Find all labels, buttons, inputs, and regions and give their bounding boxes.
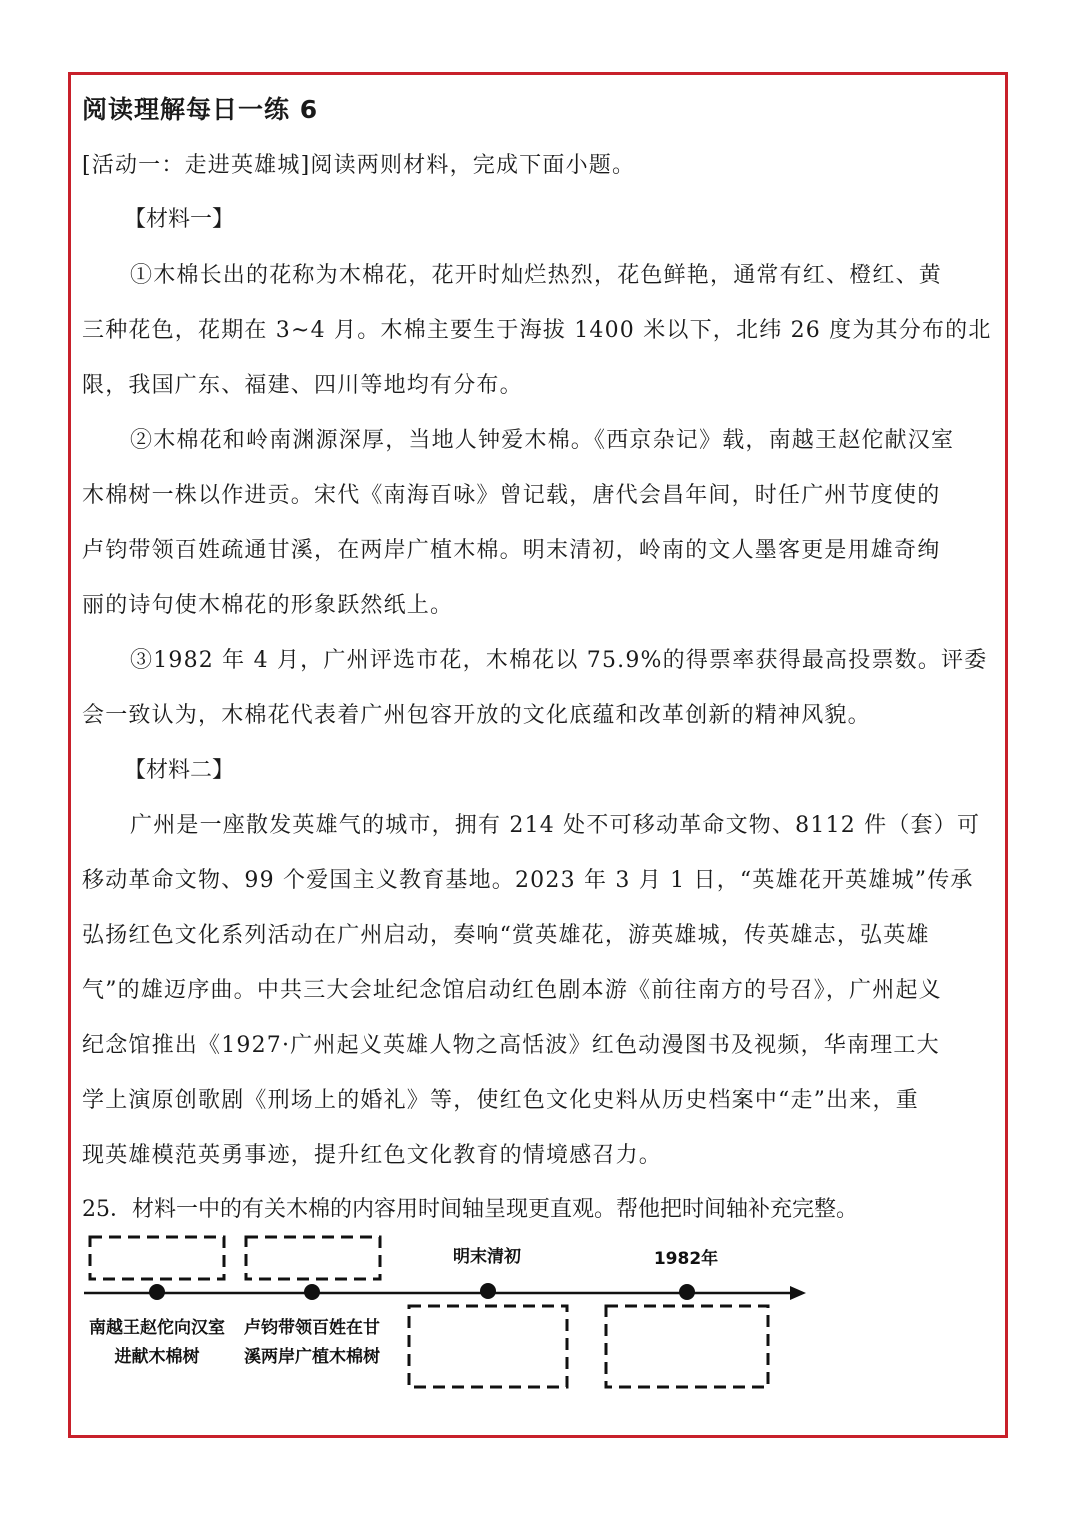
timeline-label-1982: 1982年 — [653, 1249, 719, 1269]
material1-line: 木棉树一株以作进贡。宋代《南海百咏》曾记载，唐代会昌年间，时任广州节度使的 — [82, 483, 941, 508]
material1-line: ③1982 年 4 月，广州评选市花，木棉花以 75.9%的得票率获得最高投票数。评委 — [130, 648, 988, 673]
arrow-head-icon — [790, 1286, 806, 1300]
material1-line: 卢钧带领百姓疏通甘溪，在两岸广植木棉。明末清初，岭南的文人墨客更是用雄奇绚 — [82, 538, 941, 563]
timeline-label-nanyue: 南越王赵佗向汉室 — [89, 1318, 225, 1338]
material2-line: 气”的雄迈序曲。中共三大会址纪念馆启动红色剧本游《前往南方的号召》，广州起义 — [82, 978, 942, 1003]
material2-line: 现英雄模范英勇事迹，提升红色文化教育的情境感召力。 — [82, 1143, 663, 1168]
material2-line: 弘扬红色文化系列活动在广州启动，奏响“赏英雄花，游英雄城，传英雄志，弘英雄 — [82, 923, 930, 948]
timeline-point — [480, 1283, 496, 1299]
timeline-label-lujun: 卢钧带领百姓在甘 — [244, 1318, 380, 1338]
material2-heading: 【材料二】 — [124, 758, 235, 783]
answer-box-2[interactable] — [246, 1237, 380, 1279]
timeline-label-nanyue: 进献木棉树 — [114, 1347, 200, 1367]
answer-box-4[interactable] — [606, 1306, 768, 1387]
answer-box-3[interactable] — [409, 1306, 567, 1387]
material1-line: 丽的诗句使木棉花的形象跃然纸上。 — [82, 593, 454, 618]
timeline-point — [149, 1284, 165, 1300]
timeline-label-ming-qing: 明末清初 — [453, 1247, 521, 1267]
material1-line: ①木棉长出的花称为木棉花，花开时灿烂热烈，花色鲜艳，通常有红、橙红、黄 — [130, 263, 943, 288]
material1-line: ②木棉花和岭南渊源深厚，当地人钟爱木棉。《西京杂记》载，南越王赵佗献汉室 — [130, 428, 955, 453]
material2-line: 广州是一座散发英雄气的城市，拥有 214 处不可移动革命文物、8112 件（套）可 — [130, 813, 981, 838]
material1-heading: 【材料一】 — [124, 207, 235, 232]
answer-box-1[interactable] — [90, 1237, 224, 1279]
material1-line: 会一致认为，木棉花代表着广州包容开放的文化底蕴和改革创新的精神风貌。 — [82, 703, 871, 728]
material1-line: 三种花色，花期在 3~4 月。木棉主要生于海拔 1400 米以下，北纬 26 度为其分布的北 — [82, 318, 992, 343]
material1-line: 限，我国广东、福建、四川等地均有分布。 — [82, 373, 523, 398]
material2-line: 学上演原创歌剧《刑场上的婚礼》等，使红色文化史料从历史档案中“走”出来，重 — [82, 1088, 919, 1113]
timeline-label-lujun: 溪两岸广植木棉树 — [244, 1347, 380, 1367]
material2-line: 移动革命文物、99 个爱国主义教育基地。2023 年 3 月 1 日，“英雄花开英雄城”传承 — [82, 868, 974, 893]
page-title: 阅读理解每日一练 6 — [82, 95, 319, 124]
timeline-point — [304, 1284, 320, 1300]
question-25: 25．材料一中的有关木棉的内容用时间轴呈现更直观。帮他把时间轴补充完整。 — [82, 1197, 858, 1222]
intro-text: [活动一：走进英雄城]阅读两则材料，完成下面小题。 — [82, 153, 636, 178]
material2-line: 纪念馆推出《1927·广州起义英雄人物之高恬波》红色动漫图书及视频，华南理工大 — [82, 1033, 940, 1058]
timeline-point — [679, 1284, 695, 1300]
